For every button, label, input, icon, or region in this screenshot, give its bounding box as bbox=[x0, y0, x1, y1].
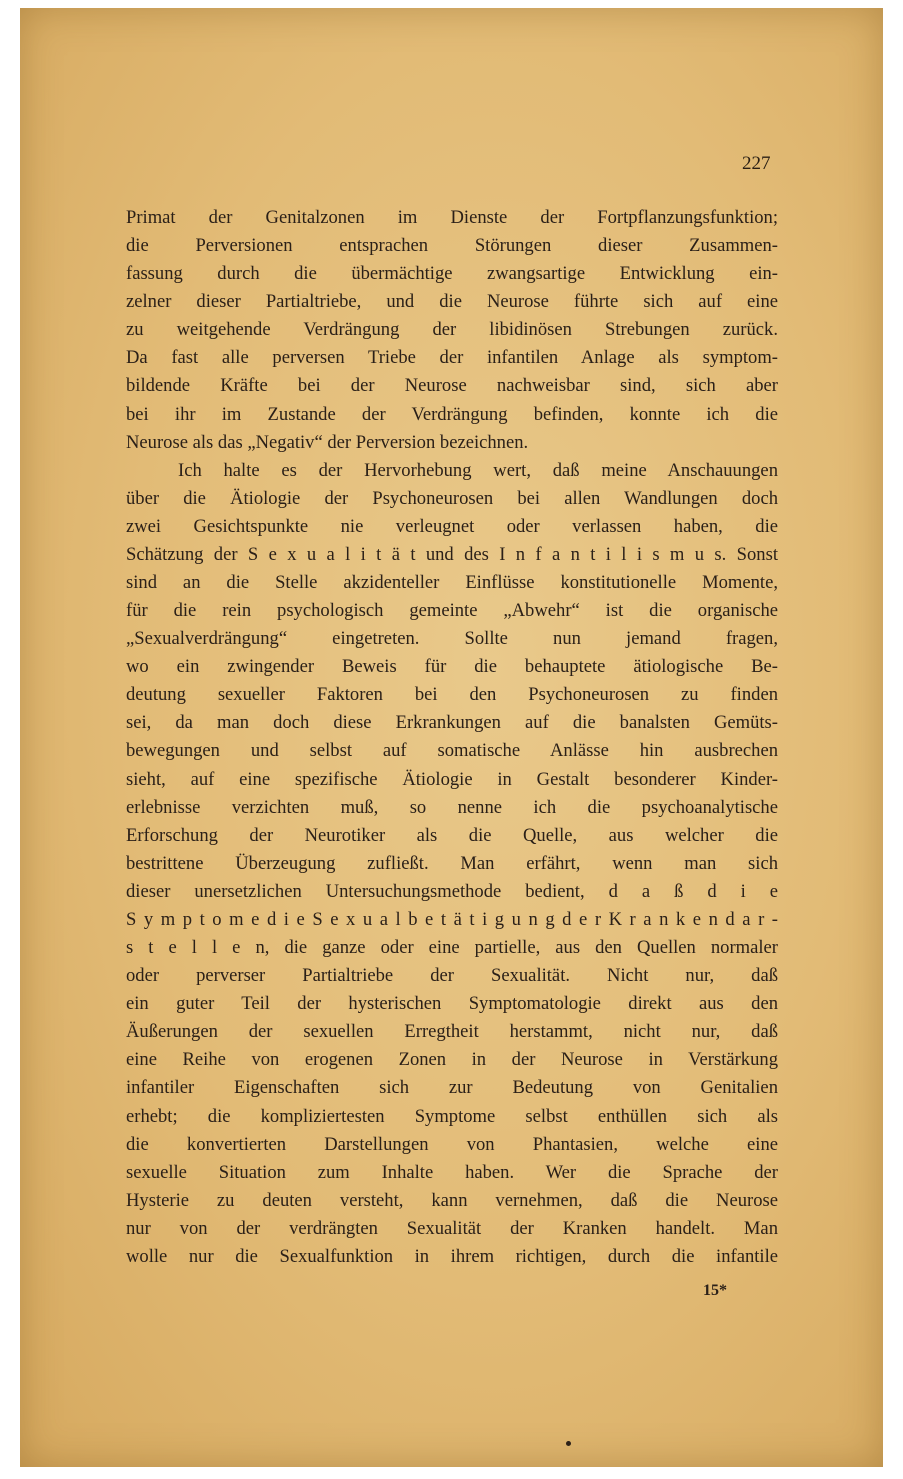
signature-mark: 15* bbox=[703, 1282, 727, 1299]
text-line: S y m p t o m e d i e S e x u a l b e t ä t i g u n g d e r K r a n k e n d a r - bbox=[126, 908, 778, 930]
text-line: sind an die Stelle akzidenteller Einflüsse konstitutionelle Momente, bbox=[126, 572, 778, 594]
ink-speck bbox=[566, 1441, 571, 1446]
text-line: eine Reihe von erogenen Zonen in der Neurose in Verstärkung bbox=[126, 1049, 778, 1071]
text-line-paragraph-start: Ich halte es der Hervorhebung wert, daß meine Anschauungen bbox=[178, 459, 778, 481]
text-line: zu weitgehende Verdrängung der libidinösen Strebungen zurück. bbox=[126, 319, 778, 341]
book-page bbox=[20, 8, 883, 1467]
text-line: sieht, auf eine spezifische Ätiologie in Gestalt besonderer Kinder- bbox=[126, 768, 778, 790]
text-line: für die rein psychologisch gemeinte „Abwehr“ ist die organische bbox=[126, 600, 778, 622]
text-line: nur von der verdrängten Sexualität der Kranken handelt. Man bbox=[126, 1217, 778, 1239]
text-line: Hysterie zu deuten versteht, kann vernehmen, daß die Neurose bbox=[126, 1189, 778, 1211]
text-line: bestrittene Überzeugung zufließt. Man erfährt, wenn man sich bbox=[126, 852, 778, 874]
text-line: über die Ätiologie der Psychoneurosen bei allen Wandlungen doch bbox=[126, 487, 778, 509]
text-line: zelner dieser Partialtriebe, und die Neurose führte sich auf eine bbox=[126, 291, 778, 313]
text-line: die Perversionen entsprachen Störungen dieser Zusammen- bbox=[126, 235, 778, 257]
text-line: oder perverser Partialtriebe der Sexualität. Nicht nur, daß bbox=[126, 965, 778, 987]
text-line: Äußerungen der sexuellen Erregtheit herstammt, nicht nur, daß bbox=[126, 1021, 778, 1043]
text-line: erhebt; die kompliziertesten Symptome selbst enthüllen sich als bbox=[126, 1105, 778, 1127]
text-line: Primat der Genitalzonen im Dienste der Fortpflanzungsfunktion; bbox=[126, 207, 778, 228]
text-line: bewegungen und selbst auf somatische Anlässe hin ausbrechen bbox=[126, 740, 778, 762]
text-line: Neurose als das „Negativ“ der Perversion bezeichnen. bbox=[126, 431, 529, 453]
text-line: Da fast alle perversen Triebe der infantilen Anlage als symptom- bbox=[126, 347, 778, 369]
text-line: erlebnisse verzichten muß, so nenne ich die psychoanalytische bbox=[126, 796, 778, 818]
text-line: deutung sexueller Faktoren bei den Psychoneurosen zu finden bbox=[126, 684, 778, 706]
text-line: dieser unersetzlichen Untersuchungsmethode bedient, d a ß d i e bbox=[126, 880, 778, 902]
text-line: infantiler Eigenschaften sich zur Bedeutung von Genitalien bbox=[126, 1077, 778, 1099]
text-line: sexuelle Situation zum Inhalte haben. Wer die Sprache der bbox=[126, 1161, 778, 1183]
text-line: die konvertierten Darstellungen von Phantasien, welche eine bbox=[126, 1133, 778, 1155]
text-line: „Sexualverdrängung“ eingetreten. Sollte nun jemand fragen, bbox=[126, 628, 778, 650]
text-line: sei, da man doch diese Erkrankungen auf die banalsten Gemüts- bbox=[126, 712, 778, 734]
text-line: wo ein zwingender Beweis für die behauptete ätiologische Be- bbox=[126, 656, 778, 678]
text-line: bei ihr im Zustande der Verdrängung befinden, konnte ich die bbox=[126, 403, 778, 425]
text-line: fassung durch die übermächtige zwangsartige Entwicklung ein- bbox=[126, 263, 778, 285]
text-line: bildende Kräfte bei der Neurose nachweisbar sind, sich aber bbox=[126, 375, 778, 397]
body-text bbox=[126, 204, 778, 1271]
page-number: 227 bbox=[742, 153, 771, 174]
text-line: Schätzung der S e x u a l i t ä t und des I n f a n t i l i s m u s. Sonst bbox=[126, 543, 778, 565]
text-line: zwei Gesichtspunkte nie verleugnet oder verlassen haben, die bbox=[126, 515, 778, 537]
text-line: wolle nur die Sexualfunktion in ihrem richtigen, durch die infantile bbox=[126, 1245, 778, 1267]
text-line: Erforschung der Neurotiker als die Quelle, aus welcher die bbox=[126, 824, 778, 846]
text-line: ein guter Teil der hysterischen Symptomatologie direkt aus den bbox=[126, 993, 778, 1015]
text-line: s t e l l e n, die ganze oder eine partielle, aus den Quellen normaler bbox=[126, 937, 778, 959]
